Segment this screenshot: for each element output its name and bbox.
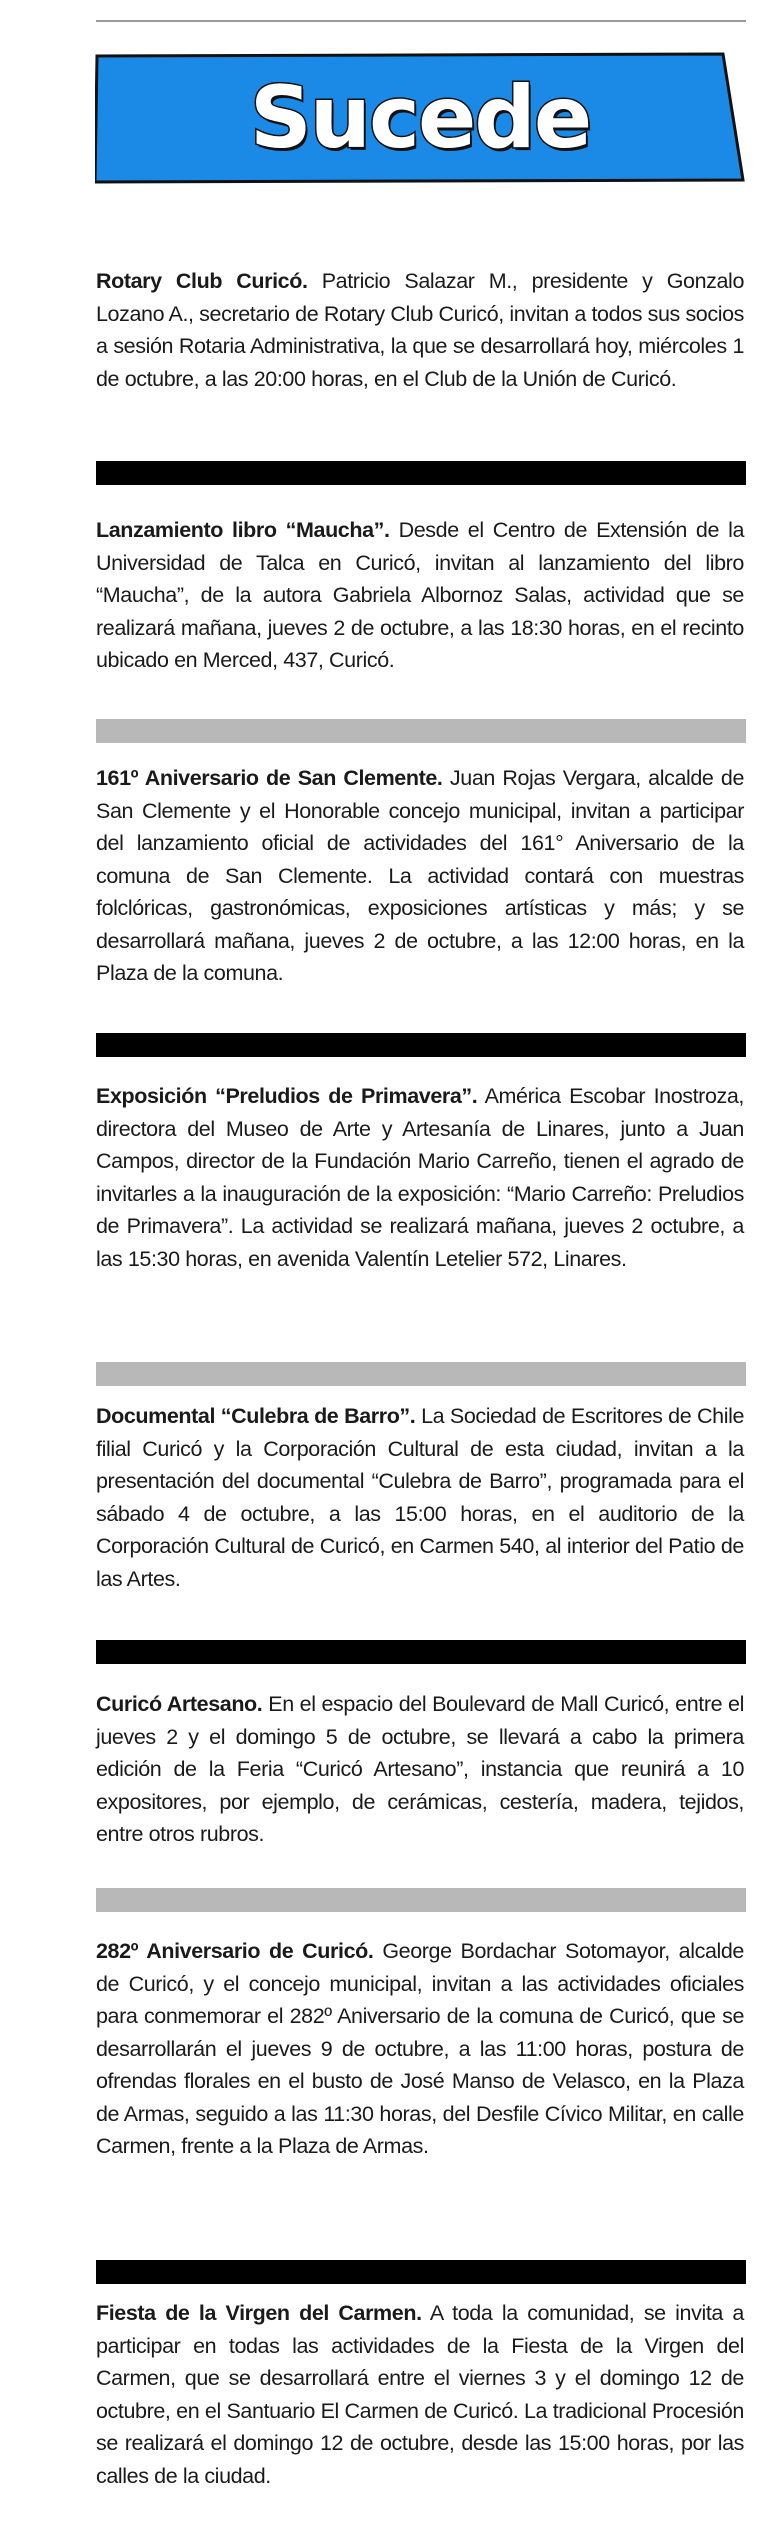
notice-item-san-clemente <box>96 762 744 990</box>
notice-title: Rotary Club Curicó. <box>96 269 308 293</box>
notice-body: George Bordachar Sotomayor, alcalde de Curicó, y el concejo municipal, invitan a las actividades oficiales para conmemorar el 282º Aniversario de la comuna de Curicó, que se desarrollarán el jueves 9 de octubre, a las 11:00 horas, postura de ofrendas florales en el busto de José Manso de Velasco, en la Plaza de Armas, seguido a las 11:30 horas, del Desfile Cívico Militar, en calle Carmen, frente a la Plaza de Armas. <box>96 1939 744 2158</box>
notice-body: Desde el Centro de Extensión de la Universidad de Talca en Curicó, invitan al lanzamiento del libro “Maucha”, de la autora Gabriela Albornoz Salas, actividad que se realizará mañana, jueves 2 de octubre, a las 18:30 horas, en el recinto ubicado en Merced, 437, Curicó. <box>96 518 745 672</box>
separator-bar <box>96 461 746 485</box>
notice-body: A toda la comunidad, se invita a participar en todas las actividades de la Fiesta de la Virgen del Carmen, que se desarrollará entre el viernes 3 y el domingo 12 de octubre, en el Santuario El Carmen de Curicó. La tradicional Procesión se realizará el domingo 12 de octubre, desde las 15:00 horas, por las calles de la ciudad. <box>96 2301 744 2488</box>
notice-body: Patricio Salazar M., presidente y Gonzalo Lozano A., secretario de Rotary Club Curicó, invitan a todos sus socios a sesión Rotaria Administrativa, la que se desarrollará hoy, miércoles 1 de octubre, a las 20:00 horas, en el Club de la Unión de Curicó. <box>96 269 745 391</box>
notice-item-rotary <box>96 265 744 395</box>
separator-bar <box>96 1888 746 1912</box>
top-rule <box>96 20 746 22</box>
notice-item-artesano <box>96 1688 744 1851</box>
notice-title: 282º Aniversario de Curicó. <box>96 1939 374 1963</box>
separator-bar <box>96 1033 746 1057</box>
separator-bar <box>96 1640 746 1664</box>
notice-item-preludios <box>96 1080 744 1275</box>
separator-bar <box>96 719 746 743</box>
notice-item-culebra <box>96 1400 744 1595</box>
notice-item-virgen-carmen <box>96 2297 744 2492</box>
section-header-banner <box>95 52 745 184</box>
notice-title: 161º Aniversario de San Clemente. <box>96 766 443 790</box>
separator-bar <box>96 1362 746 1386</box>
notice-body: Juan Rojas Vergara, alcalde de San Clemente y el Honorable concejo municipal, invitan a participar del lanzamiento oficial de actividades del 161° Aniversario de la comuna de San Clemente. La actividad contará con muestras folclóricas, gastronómicas, exposiciones artísticas y más; y se desarrollará mañana, jueves 2 de octubre, a las 12:00 horas, en la Plaza de la comuna. <box>96 766 745 985</box>
notice-title: Fiesta de la Virgen del Carmen. <box>96 2301 422 2325</box>
notice-title: Curicó Artesano. <box>96 1692 263 1716</box>
notice-body: La Sociedad de Escritores de Chile filial Curicó y la Corporación Cultural de esta ciudad, invitan a la presentación del documental “Culebra de Barro”, programada para el sábado 4 de octubre, a las 15:00 horas, en el auditorio de la Corporación Cultural de Curicó, en Carmen 540, al interior del Patio de las Artes. <box>96 1404 745 1591</box>
section-title: Sucede <box>249 68 591 168</box>
separator-bar <box>96 2260 746 2284</box>
notice-title: Documental “Culebra de Barro”. <box>96 1404 416 1428</box>
notice-body: América Escobar Inostroza, directora del Museo de Arte y Artesanía de Linares, junto a Juan Campos, director de la Fundación Mario Carreño, tienen el agrado de invitarles a la inauguración de la exposición: “Mario Carreño: Preludios de Primavera”. La actividad se realizará mañana, jueves 2 octubre, a las 15:30 horas, en avenida Valentín Letelier 572, Linares. <box>96 1084 744 1271</box>
notice-title: Lanzamiento libro “Maucha”. <box>96 518 390 542</box>
notice-body: En el espacio del Boulevard de Mall Curicó, entre el jueves 2 y el domingo 5 de octubre, se llevará a cabo la primera edición de la Feria “Curicó Artesano”, instancia que reunirá a 10 expositores, por ejemplo, de cerámicas, cestería, madera, tejidos, entre otros rubros. <box>96 1692 744 1846</box>
notice-title: Exposición “Preludios de Primavera”. <box>96 1084 478 1108</box>
notice-item-maucha <box>96 514 744 677</box>
notice-item-aniversario-curico <box>96 1935 744 2163</box>
